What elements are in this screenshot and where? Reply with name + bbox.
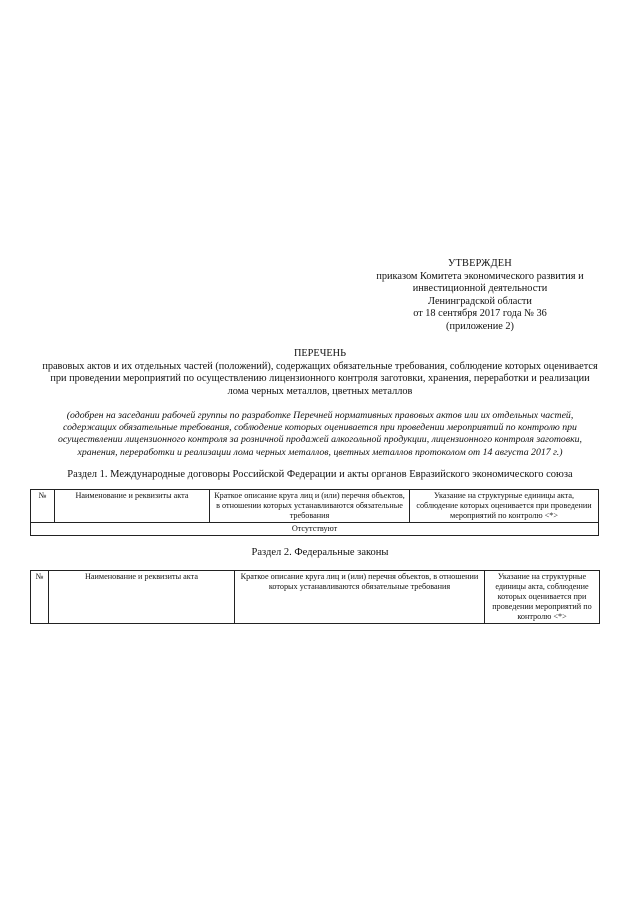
heading-line: при проведении мероприятий по осуществлению лицензионного контроля заготовки, хранения, переработки и реализации [50,373,590,385]
header-cell-num: № [31,571,49,624]
header-cell-name: Наименование и реквизиты акта [49,571,235,624]
heading-line: правовых актов и их отдельных частей (положений), содержащих обязательные требования, соблюдение которых оценивается [42,361,598,373]
header-cell-units: Указание на структурные единицы акта, соблюдение которых оценивается при проведении мероприятий по контролю <*> [485,571,600,624]
approval-line: инвестиционной деятельности [412,283,548,295]
absent-cell: Отсутствуют [31,523,599,536]
section-1-title: Раздел 1. Международные договоры Российской Федерации и акты органов Евразийского экономического союза [67,469,573,480]
header-cell-num: № [31,490,55,523]
heading-line: лома черных металлов, цветных металлов [227,385,413,397]
header-cell-desc: Краткое описание круга лиц и (или) перечня объектов, в отношении которых устанавливаются обязательные требования [210,490,410,523]
section-2-title: Раздел 2. Федеральные законы [251,547,389,558]
table-row [31,523,599,536]
header-cell-units: Указание на структурные единицы акта, соблюдение которых оценивается при проведении мероприятий по контролю <*> [410,490,599,523]
approval-date-line: от 18 сентября 2017 года № 36 [413,308,547,320]
note-line: хранения, переработки и реализации лома черных металлов, цветных металлов протоколом от 14 августа 2017 г.) [77,446,563,458]
document-title: ПЕРЕЧЕНЬ [293,348,347,359]
section-1-table [30,489,599,536]
approval-line: приказом Комитета экономического развития и [376,270,584,282]
table-header-row [31,571,600,624]
header-cell-name: Наименование и реквизиты акта [55,490,210,523]
approval-block [360,258,600,334]
document-heading [36,348,604,398]
approval-appendix-line: (приложение 2) [446,320,514,332]
approval-note [34,410,606,459]
approval-line: Ленинградской области [428,295,532,307]
header-cell-desc: Краткое описание круга лиц и (или) перечня объектов, в отношении которых устанавливаются обязательные требования [235,571,485,624]
note-line: (одобрен на заседании рабочей группы по разработке Перечней нормативных правовых актов или их отдельных частей, [66,410,574,421]
table-header-row [31,490,599,523]
note-line: осуществлении лицензионного контроля за розничной продажей алкогольной продукции, лицензионного контроля заготовки, [57,434,583,446]
approval-title: УТВЕРЖДЕН [448,258,512,269]
section-2-table [30,570,600,624]
note-line: содержащих обязательные требования, соблюдение которых оценивается при проведении мероприятий по контролю при [63,422,577,434]
